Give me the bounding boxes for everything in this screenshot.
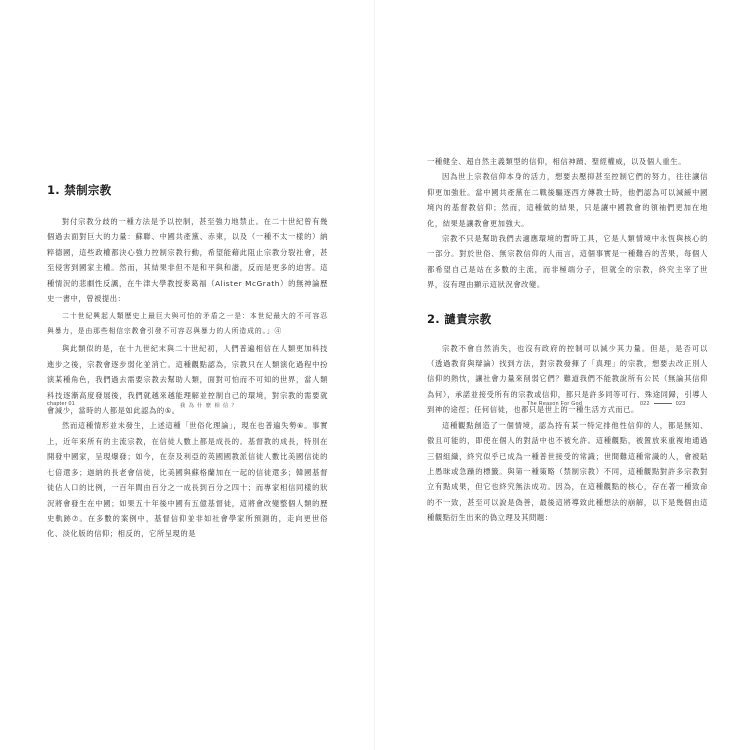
right-page [375,0,750,750]
footer-book-title: 我 為 什 麼 相 信 ？ [180,403,238,409]
footer-book-name: The Reason For God [527,401,583,407]
footer-chapter-label: chapter 01 [47,401,76,407]
paragraph: 宗教不只是幫助我們去適應環境的暫時工具，它是人類情境中永恆與核心的一部分。對於世俗、無宗教信仰的人而言，這個事實是一種難吞的苦果，每個人都希望自己是站在多數的主流，而非極端分子，但就全的宗教，終究主宰了世界，沒有理由顯示這狀況會改變。 [427,234,708,290]
right-text-column [427,154,708,526]
page-number-right: 023 [675,401,686,407]
paragraph: 然而這種情形並未發生，上述這種「世俗化理論」，現在也普遍失勢⑥。事實上，近年來所有的主流宗教，在信徒人數上都是成長的。基督教的成長，特別在開發中國家，呈現爆發；如今，在奈及利亞的英國國教派信徒人數比美國信徒的七倍還多；迦納的長老會信徒，比美國與蘇格蘭加在一起的信徒還多；韓國基督徒佔人口的比例，一百年間由百分之一成長到百分之四十；而專家相信同樣的狀況將會發生在中國；如果五十年後中國有五億基督徒，這將會改變整個人類的歷史軌跡⑦。在多數的案例中，基督信仰並非如社會學家所預測的，走向更世俗化、淡化版的信仰；相反的，它所呈現的是 [47,421,328,539]
paragraph: 一種健全、超自然主義類型的信仰，相信神蹟、聖經權威，以及個人重生。 [427,157,686,166]
paragraph: 對付宗教分歧的一種方法是予以控制，甚至強力地禁止。在二十世紀曾有幾個過去面對巨大的力量：蘇聯、中國共產黨、赤柬，以及（一種不太一樣的）納粹德國，這些政權都決心強力控制宗教行動，希望能藉此阻止宗教分裂社會，甚至侵害到國家主權。然而，其結果非但不是和平與和諧，反而是更多的迫害。這種情況的悲劇性反諷，在牛津大學教授麥葛福（Alister McGrath）的無神論歷史一書中，曾被提出： [47,217,328,304]
paragraph: 這種觀點創造了一個情境，認為持有某一特定排他性信仰的人，都是無知、傲且可能的，即使在個人的對話中也不被允許。這種觀點，被置放來重複地通過三個組織，終究似乎已成為一種普世接受的常識；世間難這種常識的人，會被貼上愚昧或急躁的標籤。與第一種策略（禁制宗教）不同，這種觀點對許多宗教對立有點成果，但它也終究無法成功。因為，在這種觀點的核心，存在著一種致命的不一致，甚至可以說是偽善，最後這將導致此種想法的崩解，以下是幾個由這種觀點衍生出來的偽立理及其問題： [427,420,708,523]
paragraph: 與此類似的是，在十九世紀末與二十世紀初，人們普遍相信在人類更加科技進步之後，宗教會逐步弱化並消亡。這種觀點認為，宗教只在人類演化過程中扮演某種角色，我們過去需要宗教去幫助人類，面對可怕而不可知的世界，當人類科技逐漸高度發展後，我們就越來越能理解並控制自己的環境，對宗教的需要就會減少，當時的人都是如此認為的⑤。 [47,344,328,416]
footer-page-numbers [640,401,686,407]
section-heading-1: 1. 禁制宗教 [47,183,112,197]
paragraph: 因為世上宗教信仰本身的活力，想要去壓抑甚至控制它們的努力，往往讓信仰更加強壯。當中國共產黨在二戰後驅逐西方傳教士時，他們認為可以減緩中國境內的基督教信仰；然而，這種做的結果，只是讓中國教會的領袖們更加在地化，結果是讓教會更加強大。 [427,172,708,228]
block-quote: 二十世紀興起人類歷史上最巨大與可怕的矛盾之一是：本世紀最大的不可容忍與暴力，是由那些相信宗教會引發不可容忍與暴力的人所造成的。」④ [47,312,328,336]
page-number-left: 022 [640,401,650,407]
left-text-column [47,182,328,542]
paragraph: 宗教不會自然消失，也沒有政府的控制可以減少其力量。但是，是否可以（透過教育與辯論）找到方法，對宗教發揮了「真理」的宗教，想要去改正別人信仰的熱忱，讓社會力量來削弱它們？難道我們不能教說所有公民（無論其信仰為何），承諾並接受所有的宗教或信仰，都只是許多同等可行、殊途同歸，引導人到神的途徑；任何信徒，也都只是世上的一種生活方式而已。 [427,343,708,415]
page-number-divider [654,403,672,404]
section-heading-2: 2. 譴責宗教 [427,311,492,326]
